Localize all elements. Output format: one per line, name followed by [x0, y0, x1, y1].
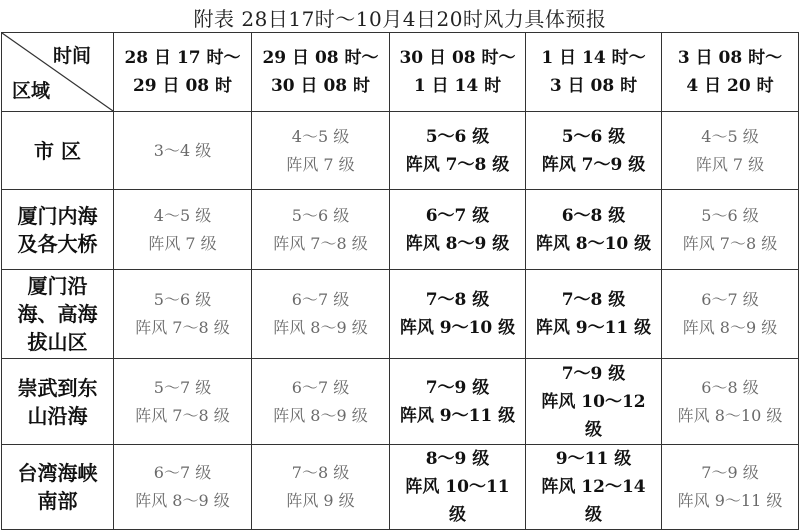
region-cell: 厦门内海 及各大桥	[2, 190, 114, 270]
column-header: 1 日 14 时～ 3 日 08 时	[526, 33, 662, 112]
forecast-cell: 7～8 级 阵风 9～11 级	[526, 270, 662, 359]
header-row	[2, 33, 799, 112]
forecast-cell: 6～7 级 阵风 8～9 级	[390, 190, 526, 270]
forecast-cell: 5～6 级 阵风 7～8 级	[114, 270, 252, 359]
forecast-cell: 4～5 级 阵风 7 级	[252, 112, 390, 190]
region-label: 区域	[12, 80, 51, 102]
forecast-cell: 6～7 级 阵风 8～9 级	[252, 270, 390, 359]
page-title: 附表 28日17时～10月4日20时风力具体预报	[193, 7, 607, 31]
table-row	[2, 270, 799, 359]
forecast-cell: 7～9 级 阵风 9～11 级	[662, 445, 799, 530]
forecast-cell: 5～6 级 阵风 7～8 级	[390, 112, 526, 190]
forecast-cell: 7～9 级 阵风 9～11 级	[390, 359, 526, 445]
forecast-cell: 7～8 级 阵风 9 级	[252, 445, 390, 530]
region-cell: 市 区	[2, 112, 114, 190]
forecast-cell: 7～9 级 阵风 10～12 级	[526, 359, 662, 445]
forecast-cell: 6～7 级 阵风 8～9 级	[662, 270, 799, 359]
region-cell: 台湾海峡 南部	[2, 445, 114, 530]
column-header: 3 日 08 时～ 4 日 20 时	[662, 33, 799, 112]
table-row	[2, 445, 799, 530]
forecast-cell: 5～7 级 阵风 7～8 级	[114, 359, 252, 445]
corner-header-cell	[2, 33, 114, 112]
forecast-cell: 5～6 级 阵风 7～8 级	[662, 190, 799, 270]
forecast-cell: 5～6 级 阵风 7～9 级	[526, 112, 662, 190]
region-cell: 崇武到东 山沿海	[2, 359, 114, 445]
region-cell: 厦门沿 海、高海 拔山区	[2, 270, 114, 359]
forecast-cell: 6～8 级 阵风 8～10 级	[662, 359, 799, 445]
column-header: 30 日 08 时～ 1 日 14 时	[390, 33, 526, 112]
forecast-cell: 6～7 级 阵风 8～9 级	[114, 445, 252, 530]
time-label: 时间	[52, 45, 91, 67]
forecast-cell: 4～5 级 阵风 7 级	[662, 112, 799, 190]
forecast-cell: 7～8 级 阵风 9～10 级	[390, 270, 526, 359]
column-header: 28 日 17 时～ 29 日 08 时	[114, 33, 252, 112]
forecast-cell: 6～7 级 阵风 8～9 级	[252, 359, 390, 445]
table-row	[2, 112, 799, 190]
forecast-cell: 8～9 级 阵风 10～11 级	[390, 445, 526, 530]
wind-forecast-table	[1, 32, 799, 530]
table-row	[2, 359, 799, 445]
table-row	[2, 190, 799, 270]
forecast-cell: 9～11 级 阵风 12～14 级	[526, 445, 662, 530]
forecast-cell: 6～8 级 阵风 8～10 级	[526, 190, 662, 270]
forecast-cell: 5～6 级 阵风 7～8 级	[252, 190, 390, 270]
forecast-cell: 4～5 级 阵风 7 级	[114, 190, 252, 270]
forecast-cell: 3～4 级	[114, 112, 252, 190]
column-header: 29 日 08 时～ 30 日 08 时	[252, 33, 390, 112]
